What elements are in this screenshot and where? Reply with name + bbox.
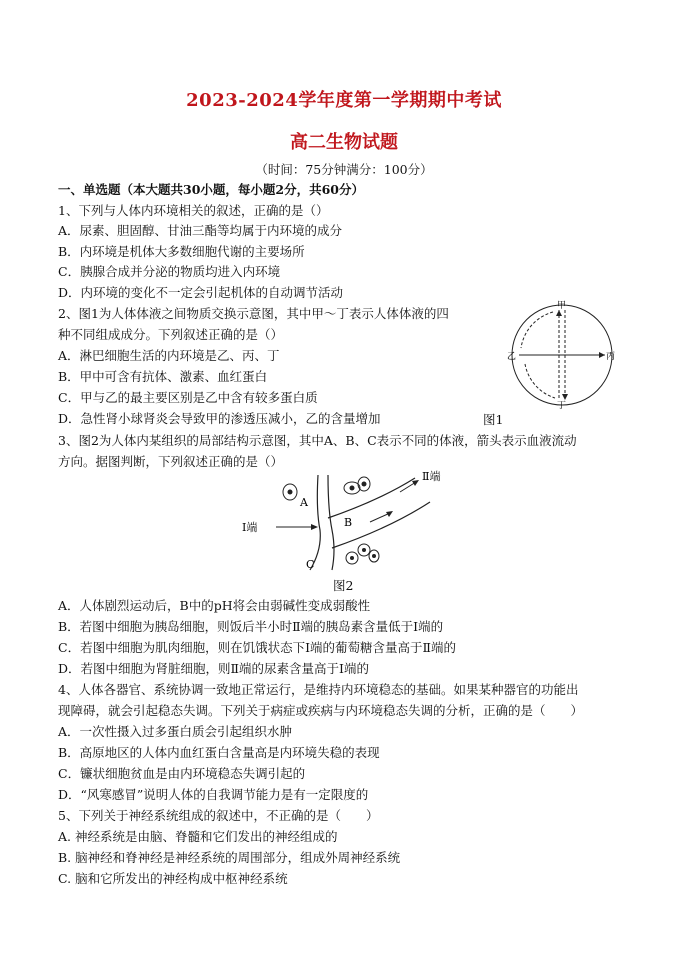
q1-option-a: A．尿素、胆固醇、甘油三酯等均属于内环境的成分 xyxy=(58,223,343,238)
q3-option-b: B．若图中细胞为胰岛细胞，则饭后半小时Ⅱ端的胰岛素含量低于Ⅰ端的 xyxy=(58,619,444,634)
q4-option-d: D．“风寒感冒”说明人体的自我调节能力是有一定限度的 xyxy=(58,787,369,802)
q2-option-c: C．甲与乙的最主要区别是乙中含有较多蛋白质 xyxy=(58,390,318,405)
fig1-label-yi: 乙 xyxy=(507,352,517,362)
q1-option-c: C．胰腺合成并分泌的物质均进入内环境 xyxy=(58,264,281,279)
q1-option-b: B．内环境是机体大多数细胞代谢的主要场所 xyxy=(58,244,305,259)
fig2-label-end2: Ⅱ端 xyxy=(422,470,441,483)
exam-title: 2023-2024学年度第一学期期中考试 xyxy=(186,90,502,111)
fig1-label-ding: 丁 xyxy=(557,401,567,410)
q2-option-b: B．甲中可含有抗体、激素、血红蛋白 xyxy=(58,369,268,384)
q5-option-a: A. 神经系统是由脑、脊髓和它们发出的神经组成的 xyxy=(58,829,338,844)
q2-option-a: A．淋巴细胞生活的内环境是乙、丙、丁 xyxy=(58,348,280,363)
q3-option-c: C．若图中细胞为肌肉细胞，则在饥饿状态下Ⅰ端的葡萄糖含量高于Ⅱ端的 xyxy=(58,640,456,655)
q2-stem-line2: 种不同组成成分。下列叙述正确的是（） xyxy=(58,327,284,342)
q4-option-a: A．一次性摄入过多蛋白质会引起组织水肿 xyxy=(58,724,293,739)
fig2-label-end1: Ⅰ端 xyxy=(242,521,258,534)
exam-time-info: （时间：75分钟满分：100分） xyxy=(255,162,433,177)
section-heading: 一、单选题（本大题共30小题，每小题2分，共60分） xyxy=(58,182,364,197)
q2-option-d: D．急性肾小球肾炎会导致甲的渗透压减小，乙的含量增加 xyxy=(58,411,381,426)
fig1-label-jia: 甲 xyxy=(557,301,567,311)
q4-option-b: B．高原地区的人体内血红蛋白含量高是内环境失稳的表现 xyxy=(58,745,380,760)
fig2-label-c: C xyxy=(306,558,315,571)
q3-option-a: A．人体剧烈运动后，B中的pH将会由弱碱性变成弱酸性 xyxy=(58,598,371,613)
q3-stem-line2: 方向。据图判断，下列叙述正确的是（） xyxy=(58,454,284,469)
q5-option-b: B. 脑神经和脊神经是神经系统的周围部分，组成外周神经系统 xyxy=(58,850,401,865)
figure1-diagram xyxy=(505,300,620,410)
q5-option-c: C. 脑和它所发出的神经构成中枢神经系统 xyxy=(58,871,288,886)
q4-stem-line2: 现障碍，就会引起稳态失调。下列关于病症或疾病与内环境稳态失调的分析，正确的是（ ） xyxy=(58,703,584,718)
q1-stem: 1、下列与人体内环境相关的叙述，正确的是（） xyxy=(58,203,329,218)
fig1-label-bing: 丙 xyxy=(606,352,616,362)
fig2-label-b: B xyxy=(344,516,353,529)
figure2-diagram xyxy=(240,470,460,575)
q4-stem-line1: 4、人体各器官、系统协调一致地正常运行，是维持内环境稳态的基础。如果某种器官的功能出 xyxy=(58,682,579,697)
q3-option-d: D．若图中细胞为肾脏细胞，则Ⅱ端的尿素含量高于Ⅰ端的 xyxy=(58,661,369,676)
q3-stem-line1: 3、图2为人体内某组织的局部结构示意图，其中A、B、C表示不同的体液，箭头表示血液流动 xyxy=(58,433,577,448)
q4-option-c: C．镰状细胞贫血是由内环境稳态失调引起的 xyxy=(58,766,306,781)
figure2-caption: 图2 xyxy=(333,578,354,593)
q5-stem: 5、下列关于神经系统组成的叙述中，不正确的是（ ） xyxy=(58,808,379,823)
q1-option-d: D．内环境的变化不一定会引起机体的自动调节活动 xyxy=(58,285,344,300)
fig2-label-a: A xyxy=(300,496,308,509)
figure1-caption: 图1 xyxy=(483,412,504,427)
exam-subtitle: 高二生物试题 xyxy=(290,132,398,153)
q2-stem-line1: 2、图1为人体体液之间物质交换示意图，其中甲～丁表示人体体液的四 xyxy=(58,306,449,321)
